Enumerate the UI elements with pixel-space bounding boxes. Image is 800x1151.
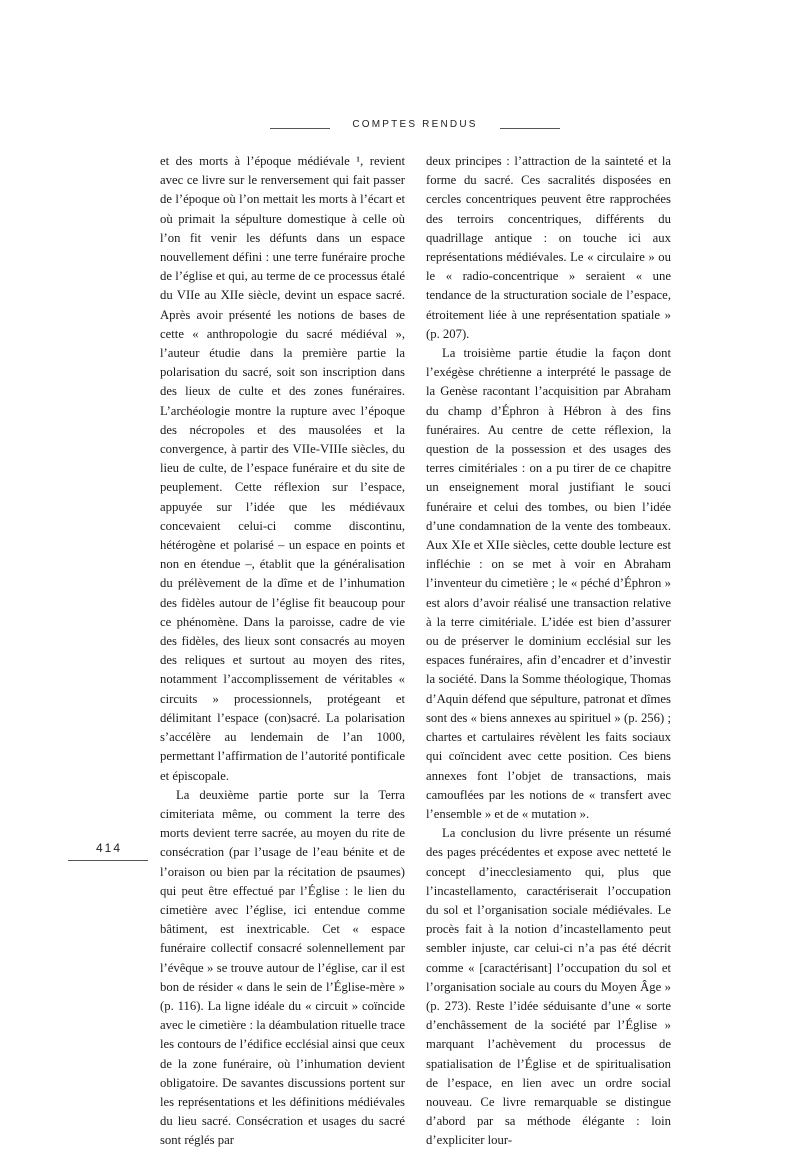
right-paragraph-2: La troisième partie étudie la façon dont l’exégèse chrétienne a interprété le passage de la Genèse racontant l’acquisition par Abraham du champ d’Éphron à Hébron à des fins funéraires. Au centre de cette réflexion, la question de la possession et des usages des terres cimitériales : on a pu tirer de ce chapitre un enseignement moral justifiant le souci funéraire et celui des tombes, ou bien l’idée d’une condamnation de la vente des tombeaux. Aux XIe et XIIe siècles, cette double lecture est infléchie : on se met à voir en Abraham l’inventeur du cimetière ; le « péché d’Éphron » est alors d’avoir réalisé une transaction relative à la terre cimitériale. L’idée est bien d’assurer ou de préserver le dominium ecclésial sur les espaces funéraires, afin d’encadrer et d’investir la société. Dans la Somme théologique, Thomas d’Aquin défend que sépulture, patronat et dîmes sont des « biens annexes au spirituel » (p. 256) ; chartes et cartulaires révèlent les faits sociaux qui coïncident avec cette position. Ces biens annexes font l’objet de transactions, mais camouflées par les notions de « transfert avec l’ensemble » et de « mutation ». bbox=[426, 346, 671, 821]
page-number: 414 bbox=[96, 841, 123, 855]
header-rule-left bbox=[270, 128, 330, 129]
left-paragraph-2: La deuxième partie porte sur la Terra cimiteriata même, ou comment la terre des morts devient terre sacrée, au moyen du rite de consécration (par l’usage de l’eau bénite et de l’oraison ou bien par la récitation de psaumes) qui peut être effectué par l’Église : le lien du cimetière avec l’église, ici entendue comme bâtiment, est inextricable. Cet « espace funéraire collectif consacré solennellement par l’évêque » se trouve autour de l’église, car il est bon de résider « dans le sein de l’Église-mère » (p. 116). La ligne idéale du « circuit » coïncide avec le cimetière : la déambulation rituelle trace les contours de l’édifice ecclésial ainsi que ceux de la zone funéraire, où l’inhumation devient obligatoire. De savantes discussions portent sur les représentations et les définitions médiévales du lieu sacré. Consécration et usages du sacré sont réglés par bbox=[160, 787, 405, 1148]
right-column bbox=[426, 152, 671, 1151]
page-number-rule bbox=[68, 860, 148, 861]
header-title: COMPTES RENDUS bbox=[352, 119, 478, 130]
running-header bbox=[0, 117, 800, 137]
left-paragraph-1: et des morts à l’époque médiévale ¹, revient avec ce livre sur le renversement qui fait passer de l’époque où l’on mettait les morts à l’écart et où primait la sépulture domestique à celle où l’on fit venir les défunts dans un espace nouvellement défini : une terre funéraire proche de l’église et qui, au terme de ce processus étalé du VIIe au XIIe siècle, devint un espace sacré. Après avoir présenté les notions de bases de cette « anthropologie du sacré médiéval », l’auteur étudie dans la première partie la polarisation du sacré, soit son inscription dans des lieux de culte et des zones funéraires. L’archéologie montre la rupture avec l’époque des nécropoles et des mausolées et la convergence, à partir des VIIe-VIIIe siècles, du lieu de culte, de l’espace funéraire et du site de peuplement. Cette réflexion sur l’espace, appuyée sur l’idée que les médiévaux concevaient celui-ci comme discontinu, hétérogène et polarisé – un espace en points et non en étendue –, établit que la généralisation du prélèvement de la dîme et de l’inhumation des fidèles autour de l’église fit beaucoup pour ce phénomène. Dans la paroisse, cadre de vie des fidèles, des lieux sont consacrés au moyen des reliques et surtout au moyen des rites, notamment l’accomplissement de véritables « circuits » processionnels, protégeant et délimitant l’espace (con)sacré. La polarisation s’accélère au lendemain de l’an 1000, permettant l’affirmation de l’autorité pontificale et épiscopale. bbox=[160, 154, 405, 783]
right-paragraph-3: La conclusion du livre présente un résumé des pages précédentes et expose avec netteté le concept d’inecclesiamento qui, plus que l’incastellamento, caractériserait l’occupation du sol et l’organisation sociale médiévales. Le procès fait à la notion d’incastellamento peut sembler injuste, car celui-ci n’a pas été décrit comme « [caractérisant] l’occupation du sol et l’organisation sociale au cours du Moyen Âge » (p. 273). Reste l’idée séduisante d’une « sorte d’enchâssement de la société par l’Église » marquant l’achèvement du processus de spatialisation de l’Église et de spiritualisation de l’espace, en lien avec un ordre social nouveau. Ce livre remarquable se distingue d’abord par sa méthode élégante : loin d’expliciter lour- bbox=[426, 826, 671, 1148]
left-column bbox=[160, 152, 405, 1151]
right-paragraph-1: deux principes : l’attraction de la sainteté et la forme du sacré. Ces sacralités disposées en cercles concentriques peuvent être rapprochées des terroirs concentriques, différents du quadrillage antique : on touche ici aux représentations médiévales. Le « circulaire » ou le « radio-concentrique » seraient « une tendance de la structuration sociale de l’espace, étroitement liée à une représentation spatiale » (p. 207). bbox=[426, 154, 671, 341]
header-rule-right bbox=[500, 128, 560, 129]
